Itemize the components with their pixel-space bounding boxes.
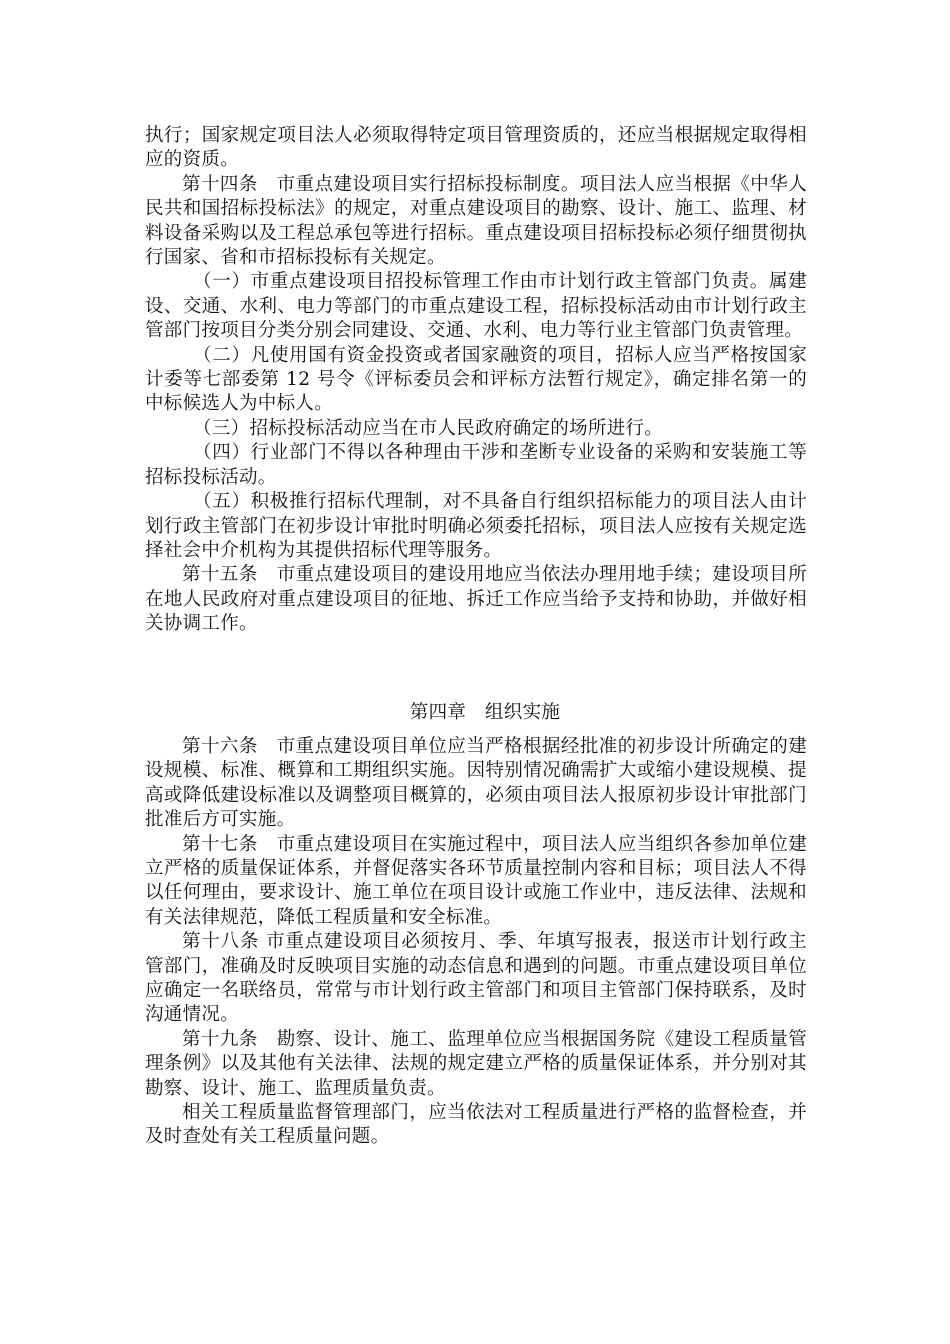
- article-14-item-2: （二）凡使用国有资金投资或者国家融资的项目，招标人应当严格按国家计委等七部委第 12 号令《评标委员会和评标方法暂行规定》，确定排名第一的中标候选人为中标人。: [145, 344, 807, 415]
- paragraph-continuation: 执行；国家规定项目法人必须取得特定项目管理资质的，还应当根据规定取得相应的资质。: [145, 125, 807, 171]
- article-18: 第十八条 市重点建设项目必须按月、季、年填写报表，报送市计划行政主管部门，准确及时反映项目实施的动态信息和遇到的问题。市重点建设项目单位应确定一名联络员，常常与市计划行政主管部门和项目主管部门保持联系，及时沟通情况。: [145, 931, 807, 1026]
- article-14-item-5: （五）积极推行招标代理制，对不具备自行组织招标能力的项目法人由计划行政主管部门在初步设计审批时明确必须委托招标，项目法人应按有关规定选择社会中介机构为其提供招标代理等服务。: [145, 491, 807, 561]
- article-14-item-1: （一）市重点建设项目招投标管理工作由市计划行政主管部门负责。属建设、交通、水利、电力等部门的市重点建设工程，招标投标活动由市计划行政主管部门按项目分类分别会同建设、交通、水利、电力等行业主管部门负责管理。: [145, 271, 807, 342]
- article-14-item-4: （四）行业部门不得以各种理由干涉和垄断专业设备的采购和安装施工等招标投标活动。: [145, 442, 807, 488]
- article-16: 第十六条 市重点建设项目单位应当严格根据经批准的初步设计所确定的建设规模、标准、概算和工期组织实施。因特别情况确需扩大或缩小建设规模、提高或降低建设标准以及调整项目概算的，必须由项目法人报原初步设计审批部门批准后方可实施。: [145, 735, 807, 831]
- article-15: 第十五条 市重点建设项目的建设用地应当依法办理用地手续；建设项目所在地人民政府对重点建设项目的征地、拆迁工作应当给予支持和协助，并做好相关协调工作。: [145, 564, 807, 635]
- document-body: [145, 124, 807, 1150]
- article-19: 第十九条 勘察、设计、施工、监理单位应当根据国务院《建设工程质量管理条例》以及其他有关法律、法规的规定建立严格的质量保证体系，并分别对其勘察、设计、施工、监理质量负责。: [145, 1028, 807, 1099]
- article-19-supplement: 相关工程质量监督管理部门，应当依法对工程质量进行严格的监督检查，并及时查处有关工程质量问题。: [145, 1102, 807, 1148]
- article-14: 第十四条 市重点建设项目实行招标投标制度。项目法人应当根据《中华人民共和国招标投标法》的规定，对重点建设项目的勘察、设计、施工、监理、材料设备采购以及工程总承包等进行招标。重点建设项目招标投标必须仔细贯彻执行国家、省和市招标投标有关规定。: [145, 173, 807, 269]
- article-17: 第十七条 市重点建设项目在实施过程中，项目法人应当组织各参加单位建立严格的质量保证体系，并督促落实各环节质量控制内容和目标；项目法人不得以任何理由，要求设计、施工单位在项目设计或施工作业中，违反法律、法规和有关法律规范，降低工程质量和安全标准。: [145, 833, 807, 928]
- article-14-item-3: （三）招标投标活动应当在市人民政府确定的场所进行。: [193, 417, 664, 439]
- chapter-title: 第四章 组织实施: [409, 701, 561, 723]
